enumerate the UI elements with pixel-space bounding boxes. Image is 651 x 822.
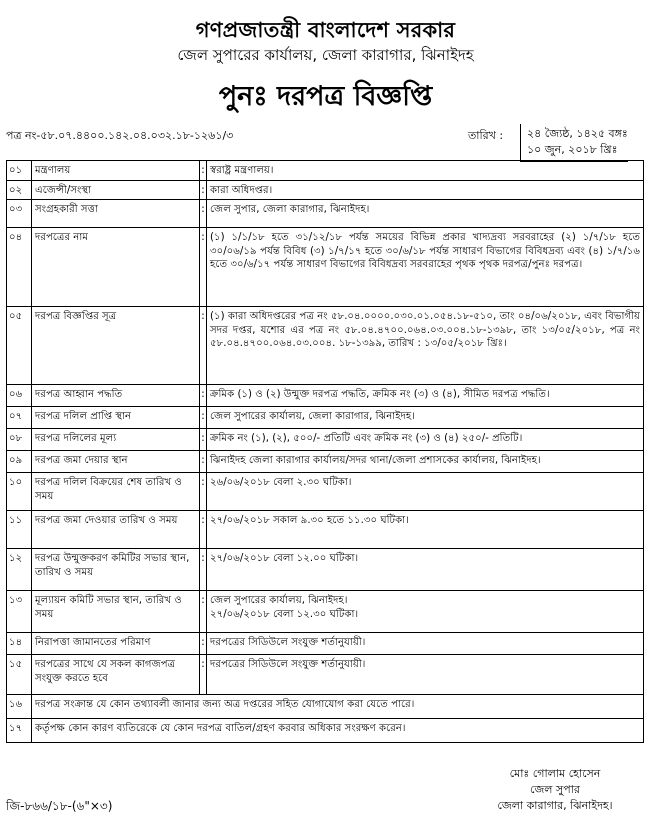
reference-number: পত্র নং-৫৮.০৭.৪৪০০.১৪২.০৪.০৩২.১৮-১২৬১/৩ bbox=[6, 129, 234, 142]
table-row bbox=[7, 385, 644, 407]
date-bangla: ২৪ জ্যৈষ্ঠ, ১৪২৫ বঙ্গঃ bbox=[527, 127, 628, 140]
government-title: গণপ্রজাতন্ত্রী বাংলাদেশ সরকার bbox=[195, 18, 456, 42]
row-number: ০৯ bbox=[7, 451, 32, 473]
advertisement-code: জি-৮৬৬/১৮-(৬"×৩) bbox=[6, 799, 113, 813]
row-value: ক্রমিক নং (১), (২), ৫০০/- প্রতিটি এবং ক্রমিক নং (৩) ও (৪) ২৫০/- প্রতিটি। bbox=[207, 429, 644, 451]
row-value: স্বরাষ্ট্র মন্ত্রণালয়। bbox=[207, 161, 644, 181]
table-row bbox=[7, 161, 644, 181]
row-label: নিরাপত্তা জামানতের পরিমাণ bbox=[32, 633, 200, 655]
signature-block bbox=[480, 766, 630, 814]
row-value bbox=[207, 591, 644, 633]
row-number: ১৭ bbox=[7, 719, 32, 743]
row-value: ২৬/০৬/২০১৮ বেলা ২.৩০ ঘটিকা। bbox=[207, 473, 644, 511]
row-colon: : bbox=[200, 407, 207, 429]
row-value: ঝিনাইদহ জেলা কারাগার কার্যালয়/সদর থানা/জেলা প্রশাসকের কার্যালয়, ঝিনাইদহ। bbox=[207, 451, 644, 473]
row-colon: : bbox=[200, 549, 207, 591]
row-full-text: কর্তৃপক্ষ কোন কারণ ব্যতিরেকে যে কোন দরপত্র বাতিল/গ্রহণ করবার অধিকার সংরক্ষণ করেন। bbox=[32, 719, 644, 743]
row-value: ২৭/০৬/২০১৮ বেলা ১২.০০ ঘটিকা। bbox=[207, 549, 644, 591]
row-number: ০৪ bbox=[7, 228, 32, 307]
table-row bbox=[7, 591, 644, 633]
table-row bbox=[7, 228, 644, 307]
row-colon: : bbox=[200, 385, 207, 407]
evaluation-datetime: ২৭/০৬/২০১৮ বেলা ১২.৩০ ঘটিকা। bbox=[210, 608, 359, 620]
row-number: ১৩ bbox=[7, 591, 32, 633]
table-row bbox=[7, 407, 644, 429]
signatory-name: মোঃ গোলাম হোসেন bbox=[509, 767, 601, 780]
row-colon: : bbox=[200, 591, 207, 633]
date-label: তারিখ : bbox=[468, 129, 504, 142]
table-row bbox=[7, 633, 644, 655]
row-colon: : bbox=[200, 180, 207, 200]
table-row bbox=[7, 451, 644, 473]
row-colon: : bbox=[200, 228, 207, 307]
row-number: ০৩ bbox=[7, 200, 32, 228]
row-colon: : bbox=[200, 451, 207, 473]
row-value: (১) ১/১/১৮ হতে ৩১/১২/১৮ পর্যন্ত সময়ের বিভিন্ন প্রকার খাদ্যদ্রব্য সরবরাহের (২) ১/৭/১৮ হতে ৩০/০৬/১৯ পর্যন্ত বিবিধ (৩) ১/৭/১৭ হতে ৩০/৬/১৮ পর্যন্ত সাধারণ বিভাগের বিবিধদ্রব্য এবং (৪) ১/৭/১৬ হতে ৩০/৬/১৭ পর্যন্ত সাধারণ বিভাগের বিবিধদ্রব্য সরবরাহের পৃথক পৃথক দরপত্র/পুনঃ দরপত্র। bbox=[207, 228, 644, 307]
row-colon: : bbox=[200, 511, 207, 549]
tender-details-table bbox=[6, 160, 644, 743]
row-colon: : bbox=[200, 161, 207, 181]
signatory-office: জেলা কারাগার, ঝিনাইদহ। bbox=[497, 799, 613, 812]
row-number: ০৭ bbox=[7, 407, 32, 429]
table-row bbox=[7, 719, 644, 743]
row-label: দরপত্র দলিল বিক্রয়ের শেষ তারিখ ও সময় bbox=[32, 473, 200, 511]
date-english: ১০ জুন, ২০১৮ খ্রিঃ bbox=[527, 143, 618, 156]
row-number: ০৮ bbox=[7, 429, 32, 451]
row-colon: : bbox=[200, 200, 207, 228]
row-label: মূল্যায়ন কমিটি সভার স্থান, তারিখ ও সময় bbox=[32, 591, 200, 633]
table-row bbox=[7, 429, 644, 451]
row-colon: : bbox=[200, 655, 207, 695]
row-label: দরপত্র জমা দেয়ার স্থান bbox=[32, 451, 200, 473]
table-row bbox=[7, 655, 644, 695]
row-label: দরপত্র দলিল প্রাপ্তি স্থান bbox=[32, 407, 200, 429]
row-value: দরপত্রের সিডিউলে সংযুক্ত শর্তানুযায়ী। bbox=[207, 655, 644, 695]
row-label: এজেন্সী/সংস্থা bbox=[32, 180, 200, 200]
date-values bbox=[520, 124, 628, 162]
row-number: ১০ bbox=[7, 473, 32, 511]
row-number: ১৪ bbox=[7, 633, 32, 655]
table-row bbox=[7, 307, 644, 385]
office-subtitle: জেল সুপারের কার্যালয়, জেলা কারাগার, ঝিনাইদহ bbox=[177, 46, 474, 64]
row-number: ১২ bbox=[7, 549, 32, 591]
row-value: ক্রমিক (১) ও (২) উন্মুক্ত দরপত্র পদ্ধতি, ক্রমিক নং (৩) ও (৪), সীমিত দরপত্র পদ্ধতি। bbox=[207, 385, 644, 407]
row-number: ০২ bbox=[7, 180, 32, 200]
row-value: দরপত্রের সিডিউলে সংযুক্ত শর্তানুযায়ী। bbox=[207, 633, 644, 655]
row-label: সংগ্রহকারী সত্তা bbox=[32, 200, 200, 228]
row-number: ১৫ bbox=[7, 655, 32, 695]
table-row bbox=[7, 511, 644, 549]
table-row bbox=[7, 695, 644, 719]
row-value: জেল সুপার, জেলা কারাগার, ঝিনাইদহ। bbox=[207, 200, 644, 228]
row-label: দরপত্র আহ্বান পদ্ধতি bbox=[32, 385, 200, 407]
row-value: জেল সুপারের কার্যালয়, জেলা কারাগার, ঝিনাইদহ। bbox=[207, 407, 644, 429]
row-colon: : bbox=[200, 473, 207, 511]
notice-title: পুনঃ দরপত্র বিজ্ঞপ্তি bbox=[218, 81, 433, 112]
table-row bbox=[7, 200, 644, 228]
row-label: দরপত্র জমা দেওয়ার তারিখ ও সময় bbox=[32, 511, 200, 549]
table-row bbox=[7, 180, 644, 200]
row-colon: : bbox=[200, 307, 207, 385]
table-row bbox=[7, 549, 644, 591]
row-colon: : bbox=[200, 429, 207, 451]
row-number: ১১ bbox=[7, 511, 32, 549]
row-value: ২৭/০৬/২০১৮ সকাল ৯.৩০ হতে ১১.৩০ ঘটিকা। bbox=[207, 511, 644, 549]
row-value: কারা অধিদপ্তর। bbox=[207, 180, 644, 200]
row-number: ০১ bbox=[7, 161, 32, 181]
table-row bbox=[7, 473, 644, 511]
row-label: দরপত্রের নাম bbox=[32, 228, 200, 307]
row-label: দরপত্র দলিলের মূল্য bbox=[32, 429, 200, 451]
row-label: দরপত্র উন্মুক্তকরণ কমিটির সভার স্থান, তারিখ ও সময় bbox=[32, 549, 200, 591]
row-number: ১৬ bbox=[7, 695, 32, 719]
row-label: দরপত্র বিজ্ঞপ্তির সূত্র bbox=[32, 307, 200, 385]
signatory-designation: জেল সুপার bbox=[530, 783, 580, 796]
row-full-text: দরপত্র সংক্রান্ত যে কোন তথ্যাবলী জানার জন্য অত্র দপ্তরের সহিত যোগাযোগ করা যেতে পারে। bbox=[32, 695, 644, 719]
row-value: (১) কারা অধিদপ্তরের পত্র নং ৫৮.০৪.০০০০.০৩০.০১.০৫৪.১৮-৫১০, তাং ০৪/০৬/২০১৮, এবং বিভাগীয় সদর দপ্তর, যশোর এর পত্র নং ৫৮.০৪.৪৭০০.০৬৪.০৩.০০৪.১৮-১৩৯৮, তাং ১৩/০৫/২০১৮, পত্র নং ৫৮.০৪.৪৭০০.০৬৪.০৩.০০৪. ১৮-১৩৯৯, তারিখ : ১৩/০৫/২০১৮ খ্রিঃ। bbox=[207, 307, 644, 385]
row-colon: : bbox=[200, 633, 207, 655]
row-number: ০৫ bbox=[7, 307, 32, 385]
row-label: মন্ত্রণালয় bbox=[32, 161, 200, 181]
row-number: ০৬ bbox=[7, 385, 32, 407]
evaluation-place: জেল সুপারের কার্যালয়, ঝিনাইদহ। bbox=[210, 595, 348, 606]
row-label: দরপত্রের সাথে যে সকল কাগজপত্র সংযুক্ত করতে হবে bbox=[32, 655, 200, 695]
